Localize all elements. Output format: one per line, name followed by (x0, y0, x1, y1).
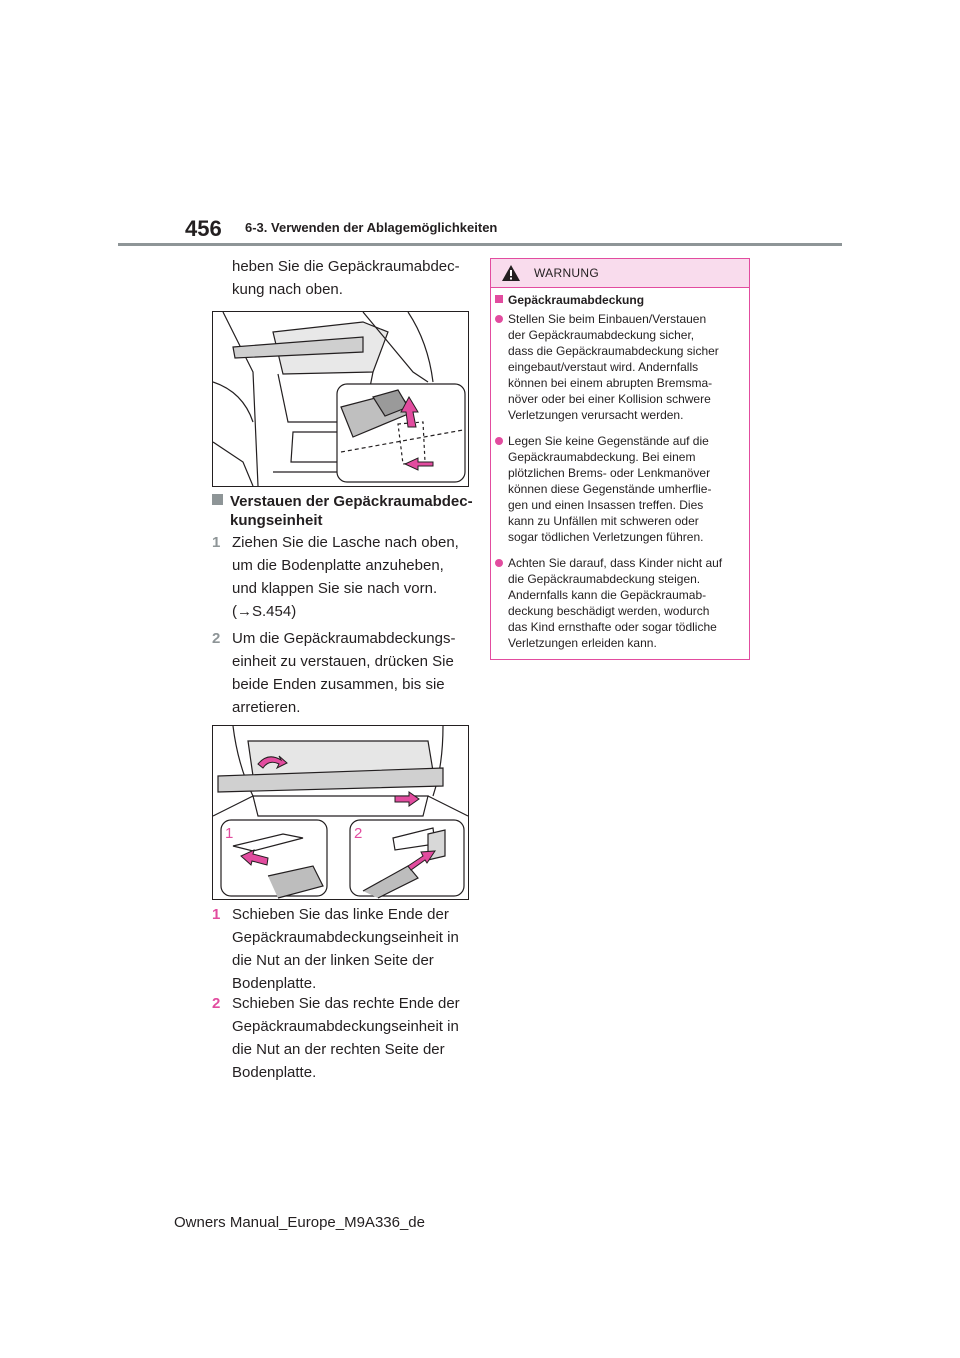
bullet-line: Gepäckraumabdeckung. Bei einem (508, 450, 696, 464)
bullet-dot-icon (495, 315, 503, 323)
step-line: Bodenplatte. (232, 1064, 317, 1081)
step-line: einheit zu verstauen, drücken Sie (232, 653, 454, 670)
bullet-line: gen und einen Insassen treffen. Dies (508, 498, 704, 512)
step-item (212, 627, 474, 719)
bullet-line: dass die Gepäckraumabdeckung sicher (508, 344, 719, 358)
heading-line: kungseinheit (230, 512, 323, 529)
intro-line: kung nach oben. (232, 281, 343, 298)
heading-line: Verstauen der Gepäckraumabdec- (230, 493, 473, 510)
figure-step-number: 2 (212, 995, 221, 1012)
warning-bullet (495, 311, 745, 423)
step-line: Schieben Sie das linke Ende der (232, 906, 449, 923)
warning-bullet (495, 433, 745, 545)
bullet-line: Legen Sie keine Gegenstände auf die (508, 434, 709, 448)
warning-heading (495, 293, 644, 307)
step-line: Gepäckraumabdeckungseinheit in (232, 929, 459, 946)
footer-text: Owners Manual_Europe_M9A336_de (174, 1214, 425, 1231)
heading-square-marker (212, 494, 223, 505)
bullet-line: Verletzungen verursacht werden. (508, 408, 684, 422)
bullet-line: der Gepäckraumabdeckung sicher, (508, 328, 695, 342)
bullet-line: plötzlichen Brems- oder Lenkmanöver (508, 466, 711, 480)
step-line: arretieren. (232, 699, 301, 716)
intro-line: heben Sie die Gepäckraumabdec- (232, 258, 460, 275)
figure-step-item (212, 903, 474, 995)
cargo-cover-stow-drawing (213, 726, 468, 899)
bullet-line: Achten Sie darauf, dass Kinder nicht auf (508, 556, 723, 570)
warning-heading-text: Gepäckraumabdeckung (508, 293, 645, 307)
step-number: 1 (212, 534, 221, 551)
section-title: 6-3. Verwenden der Ablagemöglichkeiten (245, 220, 498, 235)
step-item (212, 531, 474, 623)
bullet-line: können bei einem abrupten Bremsma- (508, 376, 713, 390)
step-line: und klappen Sie sie nach vorn. (232, 580, 438, 597)
warning-heading-marker (495, 295, 503, 303)
warning-header (491, 259, 749, 288)
step-number: 2 (212, 630, 221, 647)
figure-cover-stow-illustration (212, 725, 469, 900)
bullet-line: Stellen Sie beim Einbauen/Verstauen (508, 312, 707, 326)
bullet-dot-icon (495, 559, 503, 567)
intro-text (232, 255, 472, 301)
bullet-line: können diese Gegenstände umherflie- (508, 482, 712, 496)
step-line: Um die Gepäckraumabdeckungs- (232, 630, 456, 647)
step-line: um die Bodenplatte anzuheben, (232, 557, 444, 574)
figure-step-item (212, 992, 474, 1084)
header-rule (118, 243, 842, 246)
bullet-line: Andernfalls kann die Gepäckraumab- (508, 588, 707, 602)
step-line: die Nut an der rechten Seite der (232, 1041, 445, 1058)
bullet-dot-icon (495, 437, 503, 445)
bullet-line: növer oder bei einer Kollision schwere (508, 392, 711, 406)
figure-step-number: 1 (212, 906, 221, 923)
bullet-line: die Gepäckraumabdeckung steigen. (508, 572, 701, 586)
bullet-line: eingebaut/verstaut wird. Andernfalls (508, 360, 699, 374)
figure-cover-lift-illustration (212, 311, 469, 487)
step-line: Bodenplatte. (232, 975, 317, 992)
bullet-line: deckung beschädigt werden, wodurch (508, 604, 710, 618)
cargo-cover-lift-drawing (213, 312, 468, 486)
bullet-line: das Kind ernsthafte oder sogar tödliche (508, 620, 717, 634)
subsection-heading (212, 492, 474, 530)
step-line: beide Enden zusammen, bis sie (232, 676, 445, 693)
warning-triangle-icon (501, 264, 521, 282)
step-line: Schieben Sie das rechte Ende der (232, 995, 460, 1012)
warning-bullet (495, 555, 745, 651)
figure-label-1: 1 (225, 825, 234, 842)
step-line: Gepäckraumabdeckungseinheit in (232, 1018, 459, 1035)
bullet-line: sogar tödlichen Verletzungen führen. (508, 530, 704, 544)
warning-title: WARNUNG (534, 266, 599, 280)
bullet-line: Verletzungen erleiden kann. (508, 636, 657, 650)
bullet-line: kann zu Unfällen mit schweren oder (508, 514, 699, 528)
step-line: Ziehen Sie die Lasche nach oben, (232, 534, 459, 551)
warning-box (490, 258, 750, 660)
figure-label-2: 2 (354, 825, 363, 842)
step-line: (→S.454) (232, 603, 297, 620)
page-number: 456 (185, 216, 222, 241)
step-line: die Nut an der linken Seite der (232, 952, 434, 969)
